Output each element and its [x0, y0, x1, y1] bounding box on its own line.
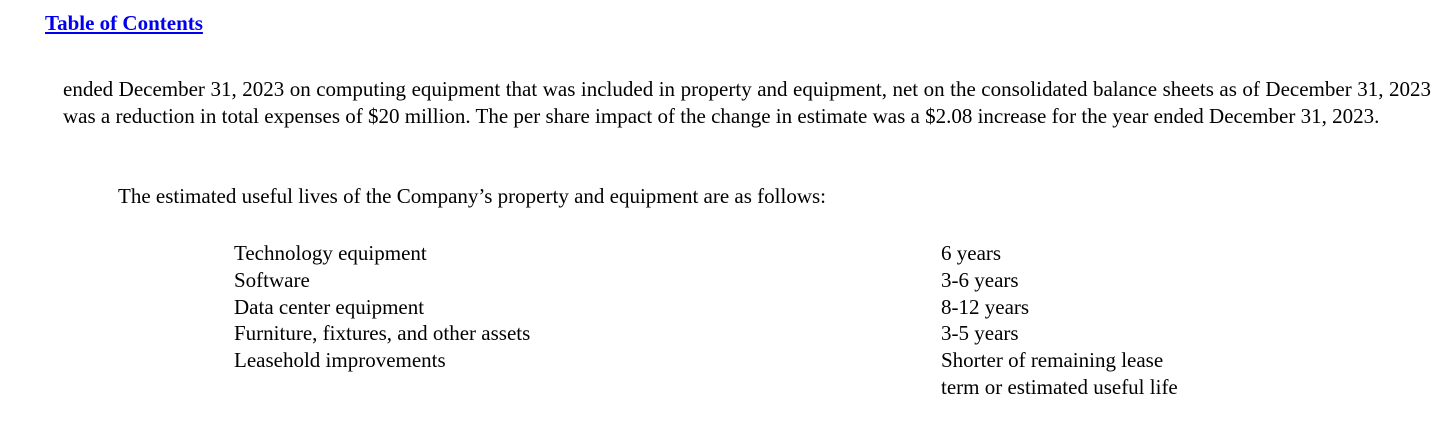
useful-life: 6 years — [941, 241, 1002, 265]
asset-category: Technology equipment — [234, 241, 427, 265]
asset-category: Furniture, fixtures, and other assets — [234, 321, 531, 346]
table-row — [234, 294, 1201, 321]
body-paragraph: ended December 31, 2023 on computing equipment that was included in property and equipment, net on the consolidated balance sheets as of December 31, 2023 was a reduction in total expenses of $20 million. The per share impact of the change in estimate was a $2.08 increase for the year ended December 31, 2023. — [63, 77, 1431, 128]
useful-life: 8-12 years — [941, 294, 1030, 319]
table-of-contents-link[interactable]: Table of Contents — [45, 11, 203, 35]
useful-life: 3-6 years — [941, 267, 1019, 292]
table-row — [234, 347, 1201, 401]
useful-lives-table — [234, 240, 1201, 401]
table-row — [234, 267, 1201, 294]
asset-category: Leasehold improvements — [234, 348, 446, 373]
table-row — [234, 240, 1201, 267]
useful-life: 3-5 years — [941, 321, 1019, 346]
asset-category: Software — [234, 267, 310, 292]
useful-lives-intro: The estimated useful lives of the Company’s property and equipment are as follows: — [118, 184, 826, 208]
asset-category: Data center equipment — [234, 294, 425, 319]
useful-life: Shorter of remaining lease term or estimated useful life — [941, 348, 1178, 399]
table-row — [234, 320, 1201, 347]
